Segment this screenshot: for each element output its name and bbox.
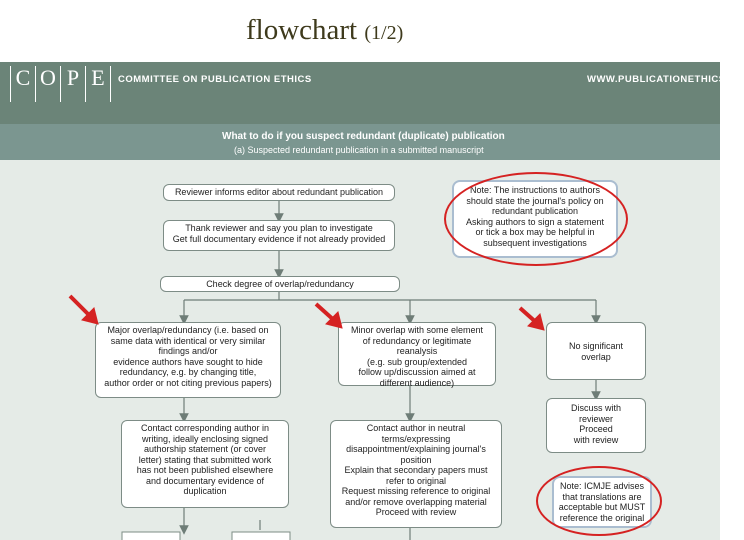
- minor-overlap-line2: of redundancy or legitimate reanalysis: [362, 335, 472, 356]
- discuss-line2: reviewer: [578, 413, 613, 424]
- slide-title: [246, 14, 403, 47]
- contact-neutral-box: [330, 420, 502, 528]
- reviewer-informs-box: [163, 184, 395, 201]
- note1-line5: or tick a box may be helpful in: [475, 227, 595, 237]
- highlight-ellipse-note2: [536, 466, 662, 536]
- cope-letter-e: E: [86, 66, 111, 102]
- contact-neutral-line3: disappointment/explaining journal's: [346, 444, 486, 454]
- thank-reviewer-line2: Get full documentary evidence if not already provided: [172, 233, 386, 244]
- contact-corr-line5: has not been published elsewhere: [136, 465, 274, 475]
- major-overlap-line5: redundancy, e.g. by changing title,: [119, 367, 257, 377]
- contact-corr-line2: writing, ideally enclosing signed: [141, 433, 269, 444]
- discuss-line4: with review: [573, 434, 619, 445]
- major-overlap-line2: same data with identical or very similar: [110, 335, 266, 346]
- no-overlap-line1: No significant: [568, 341, 624, 351]
- contact-neutral-line5: Explain that secondary papers must: [344, 465, 488, 475]
- slide-title-suffix: (1/2): [364, 22, 404, 44]
- note2-line4: reference the original: [559, 512, 645, 523]
- note2-line1: Note: ICMJE advises: [559, 481, 645, 491]
- contact-corresponding-box: [121, 420, 289, 508]
- note2-line3: acceptable but MUST: [558, 502, 646, 512]
- contact-corr-line6: and documentary evidence of: [145, 475, 265, 486]
- flowchart-heading: What to do if you suspect redundant (duplicate) publication: [222, 131, 505, 142]
- highlight-ellipse-note1: [444, 172, 628, 266]
- note1-line4: Asking authors to sign a statement: [465, 216, 605, 227]
- website-url: WWW.PUBLICATIONETHICS.OR: [587, 74, 744, 85]
- major-overlap-line6: author order or not citing previous papers): [104, 377, 272, 388]
- discuss-line1: Discuss with: [570, 403, 621, 413]
- minor-overlap-line5: different audience): [379, 377, 455, 388]
- major-overlap-line1: Major overlap/redundancy (i.e. based on: [107, 325, 269, 335]
- note1-line3: redundant publication: [491, 206, 579, 216]
- contact-neutral-line6: refer to original: [385, 475, 447, 486]
- note1-line2: should state the journal's policy on: [466, 195, 604, 206]
- thank-reviewer-box: [163, 220, 395, 251]
- cope-logo: [10, 66, 111, 102]
- note2-line2: that translations are: [562, 491, 642, 502]
- contact-neutral-line4: position: [400, 454, 432, 465]
- minor-overlap-line1: Minor overlap with some element: [350, 325, 484, 335]
- contact-neutral-line8: and/or remove overlapping material: [345, 496, 487, 507]
- discuss-reviewer-box: [546, 398, 646, 453]
- contact-corr-line7: duplication: [183, 486, 227, 496]
- committee-name: COMMITTEE ON PUBLICATION ETHICS: [118, 74, 312, 85]
- contact-neutral-line9: Proceed with review: [375, 507, 457, 517]
- flowchart-subheading: (a) Suspected redundant publication in a submitted manuscript: [234, 145, 484, 155]
- note1-line1: Note: The instructions to authors: [470, 185, 600, 195]
- contact-neutral-line1: Contact author in neutral: [366, 423, 466, 433]
- reviewer-informs-text: Reviewer informs editor about redundant publication: [174, 187, 384, 197]
- major-overlap-line3: findings and/or: [158, 346, 218, 356]
- check-degree-text: Check degree of overlap/redundancy: [206, 279, 354, 289]
- minor-overlap-box: [338, 322, 496, 386]
- flowchart-header: [0, 124, 720, 160]
- check-degree-box: [160, 276, 400, 292]
- contact-corr-line4: letter) stating that submitted work: [138, 454, 272, 465]
- major-overlap-line4: evidence authors have sought to hide: [113, 356, 263, 367]
- major-overlap-box: [95, 322, 281, 398]
- contact-corr-line1: Contact corresponding author in: [140, 423, 270, 433]
- minor-overlap-line3: (e.g. sub group/extended: [366, 356, 468, 367]
- contact-neutral-line2: terms/expressing: [381, 433, 451, 444]
- slide-title-text: flowchart: [246, 14, 358, 46]
- contact-neutral-line7: Request missing reference to original: [341, 486, 491, 496]
- thank-reviewer-line1: Thank reviewer and say you plan to investigate: [185, 223, 373, 233]
- no-overlap-box: [546, 322, 646, 380]
- contact-corr-line3: authorship statement (or cover: [143, 444, 267, 454]
- cope-letter-p: P: [61, 66, 86, 102]
- slide-title-area: [0, 0, 720, 62]
- note1-line6: subsequent investigations: [483, 237, 587, 248]
- cope-letter-o: O: [36, 66, 61, 102]
- cope-letter-c: C: [10, 66, 36, 102]
- discuss-line3: Proceed: [579, 424, 613, 434]
- no-overlap-line2: overlap: [581, 351, 611, 362]
- minor-overlap-line4: follow up/discussion aimed at: [358, 367, 476, 377]
